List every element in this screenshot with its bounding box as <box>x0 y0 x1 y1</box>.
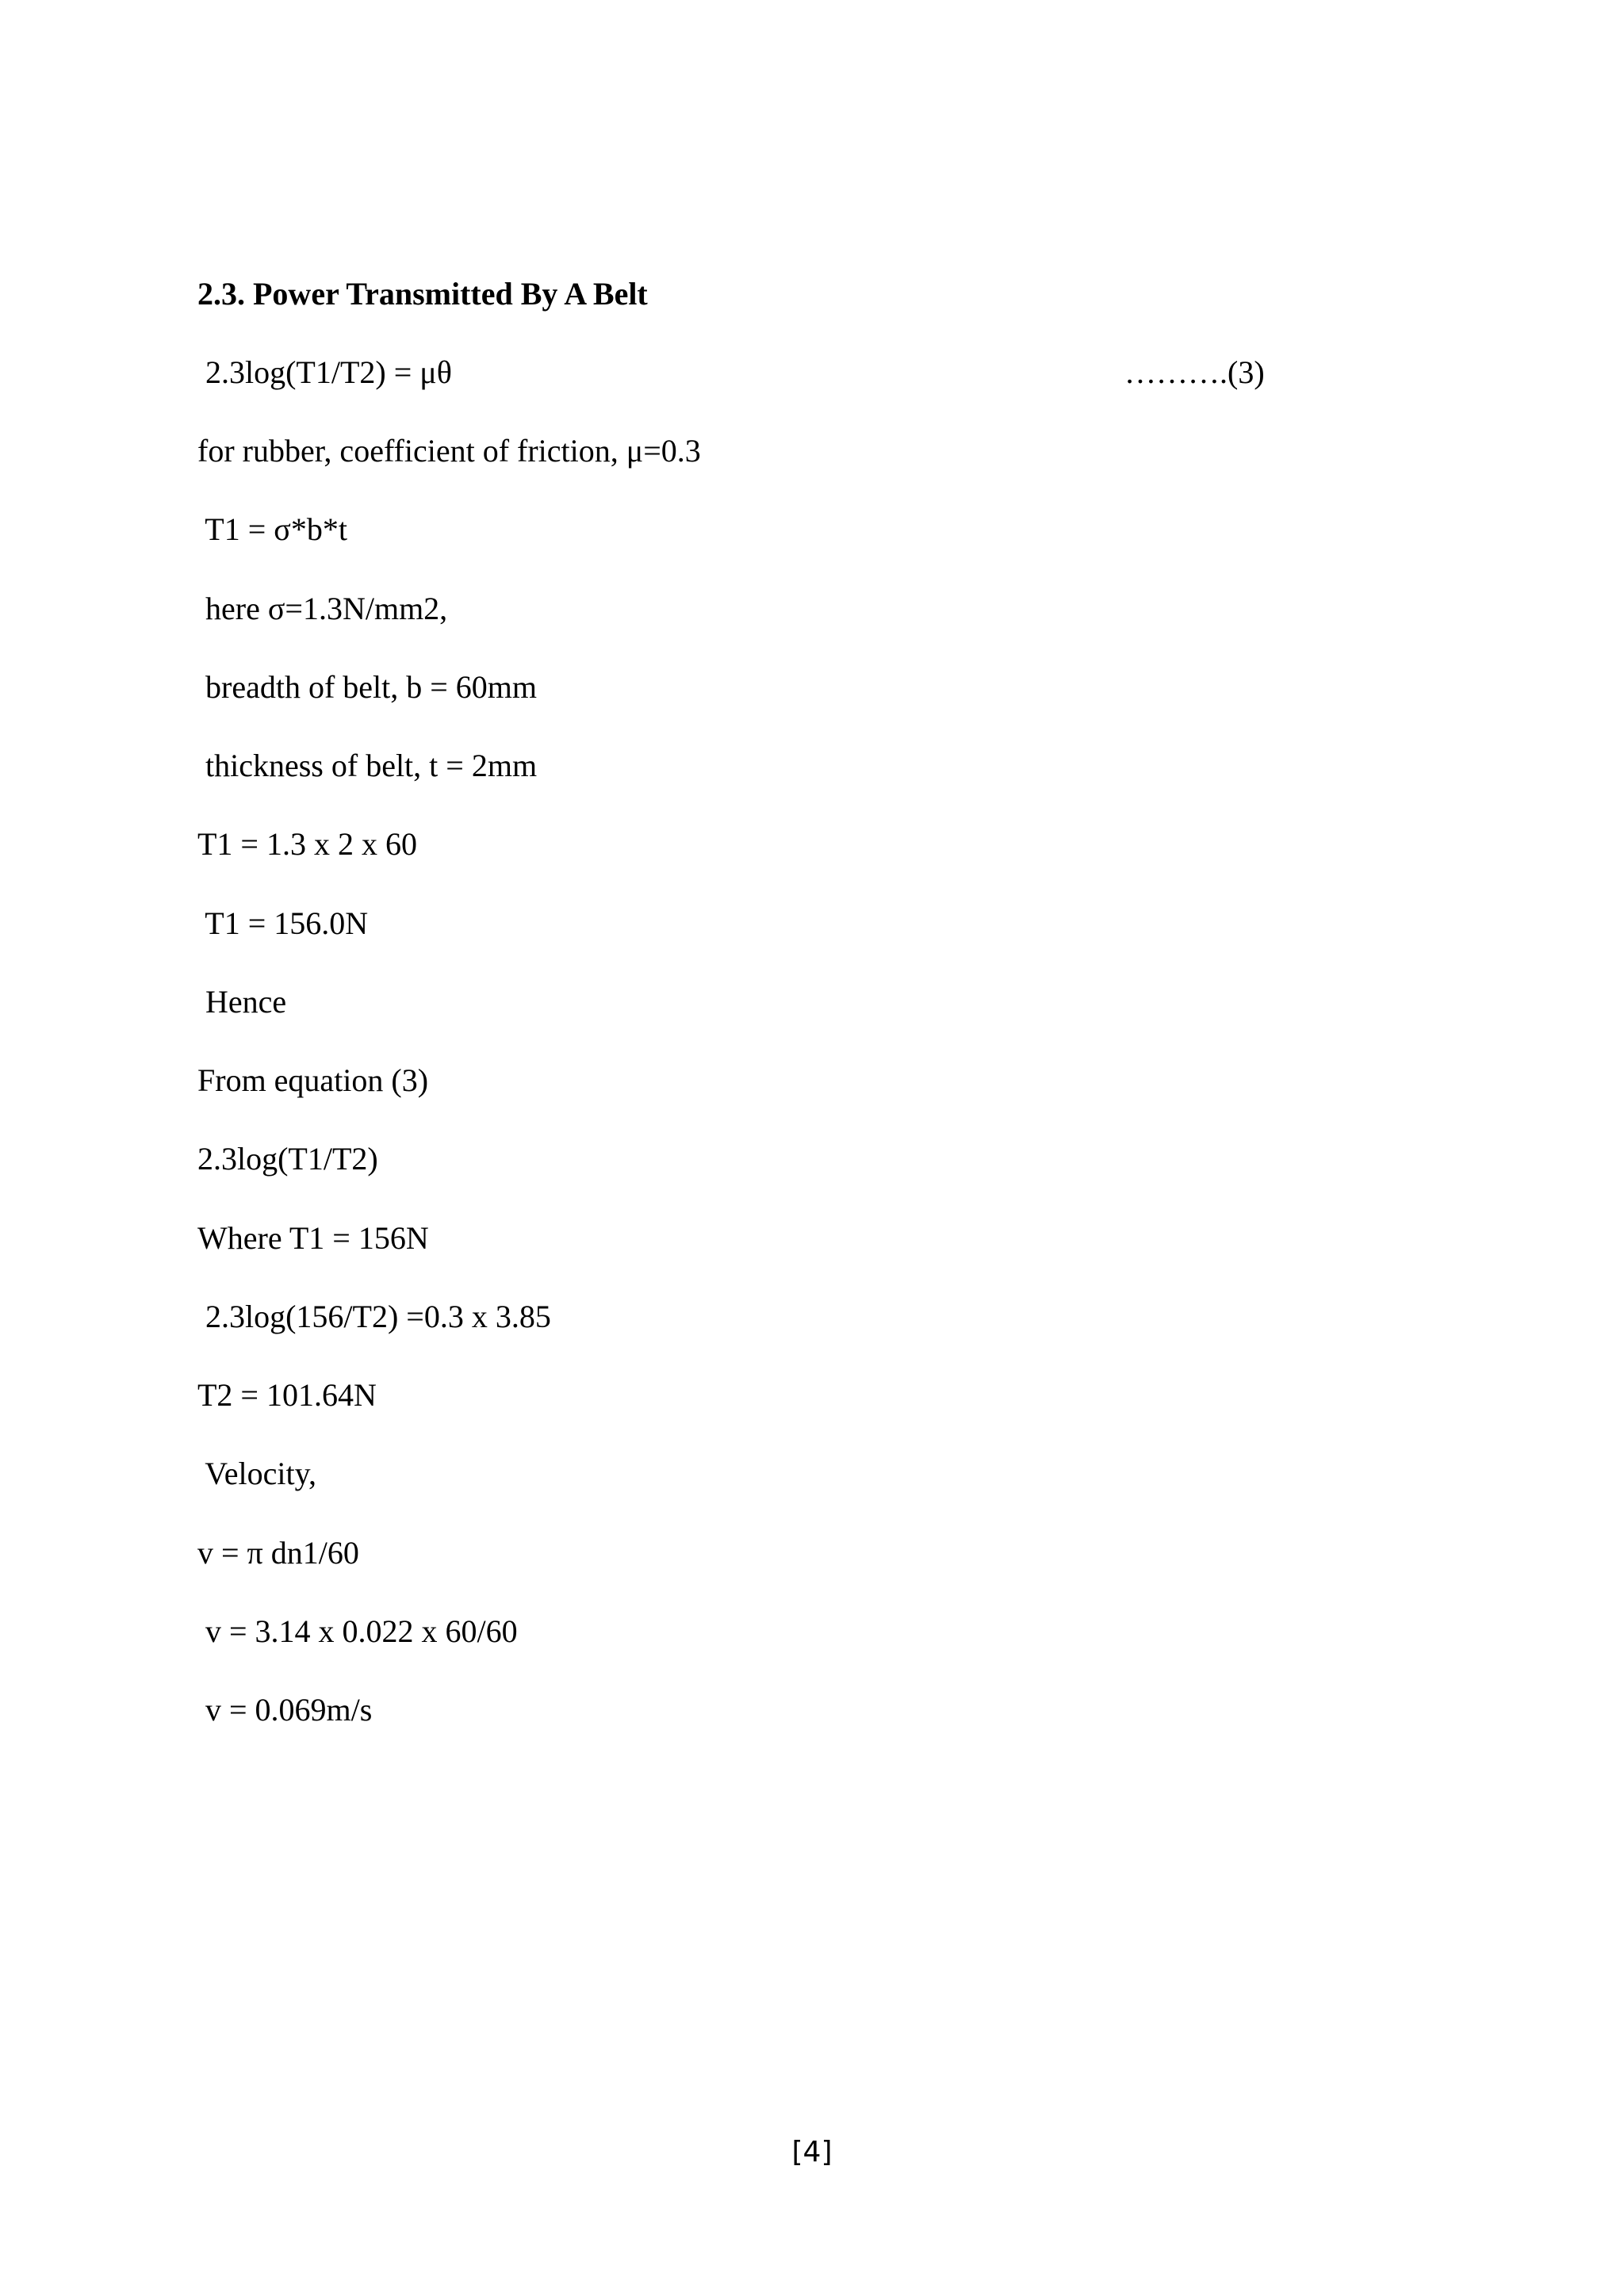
text-line-9: Hence <box>197 984 287 1020</box>
equation-line-1: 2.3log(T1/T2) = μθ <box>197 354 452 390</box>
equation-number: ……….(3) <box>1124 354 1265 390</box>
text-line-18: v = 0.069m/s <box>197 1692 373 1728</box>
text-line-3: T1 = σ*b*t <box>197 511 347 547</box>
text-line-5: breadth of belt, b = 60mm <box>197 669 538 705</box>
text-line-7: T1 = 1.3 x 2 x 60 <box>197 826 417 862</box>
text-line-4: here σ=1.3N/mm2, <box>197 591 448 626</box>
text-line-17: v = 3.14 x 0.022 x 60/60 <box>197 1613 518 1649</box>
text-line-16: v = π dn1/60 <box>197 1535 359 1571</box>
section-heading: 2.3. Power Transmitted By A Belt <box>197 276 648 312</box>
text-line-14: T2 = 101.64N <box>197 1377 377 1413</box>
text-line-13: 2.3log(156/T2) =0.3 x 3.85 <box>197 1299 551 1334</box>
page-number: [4] <box>791 2136 833 2168</box>
text-line-12: Where T1 = 156N <box>197 1220 429 1256</box>
text-line-8: T1 = 156.0N <box>197 905 369 941</box>
text-line-6: thickness of belt, t = 2mm <box>197 748 538 783</box>
text-line-10: From equation (3) <box>197 1062 429 1098</box>
text-line-11: 2.3log(T1/T2) <box>197 1141 378 1177</box>
text-line-2: for rubber, coefficient of friction, μ=0.3 <box>197 433 701 469</box>
text-line-15: Velocity, <box>197 1456 316 1491</box>
